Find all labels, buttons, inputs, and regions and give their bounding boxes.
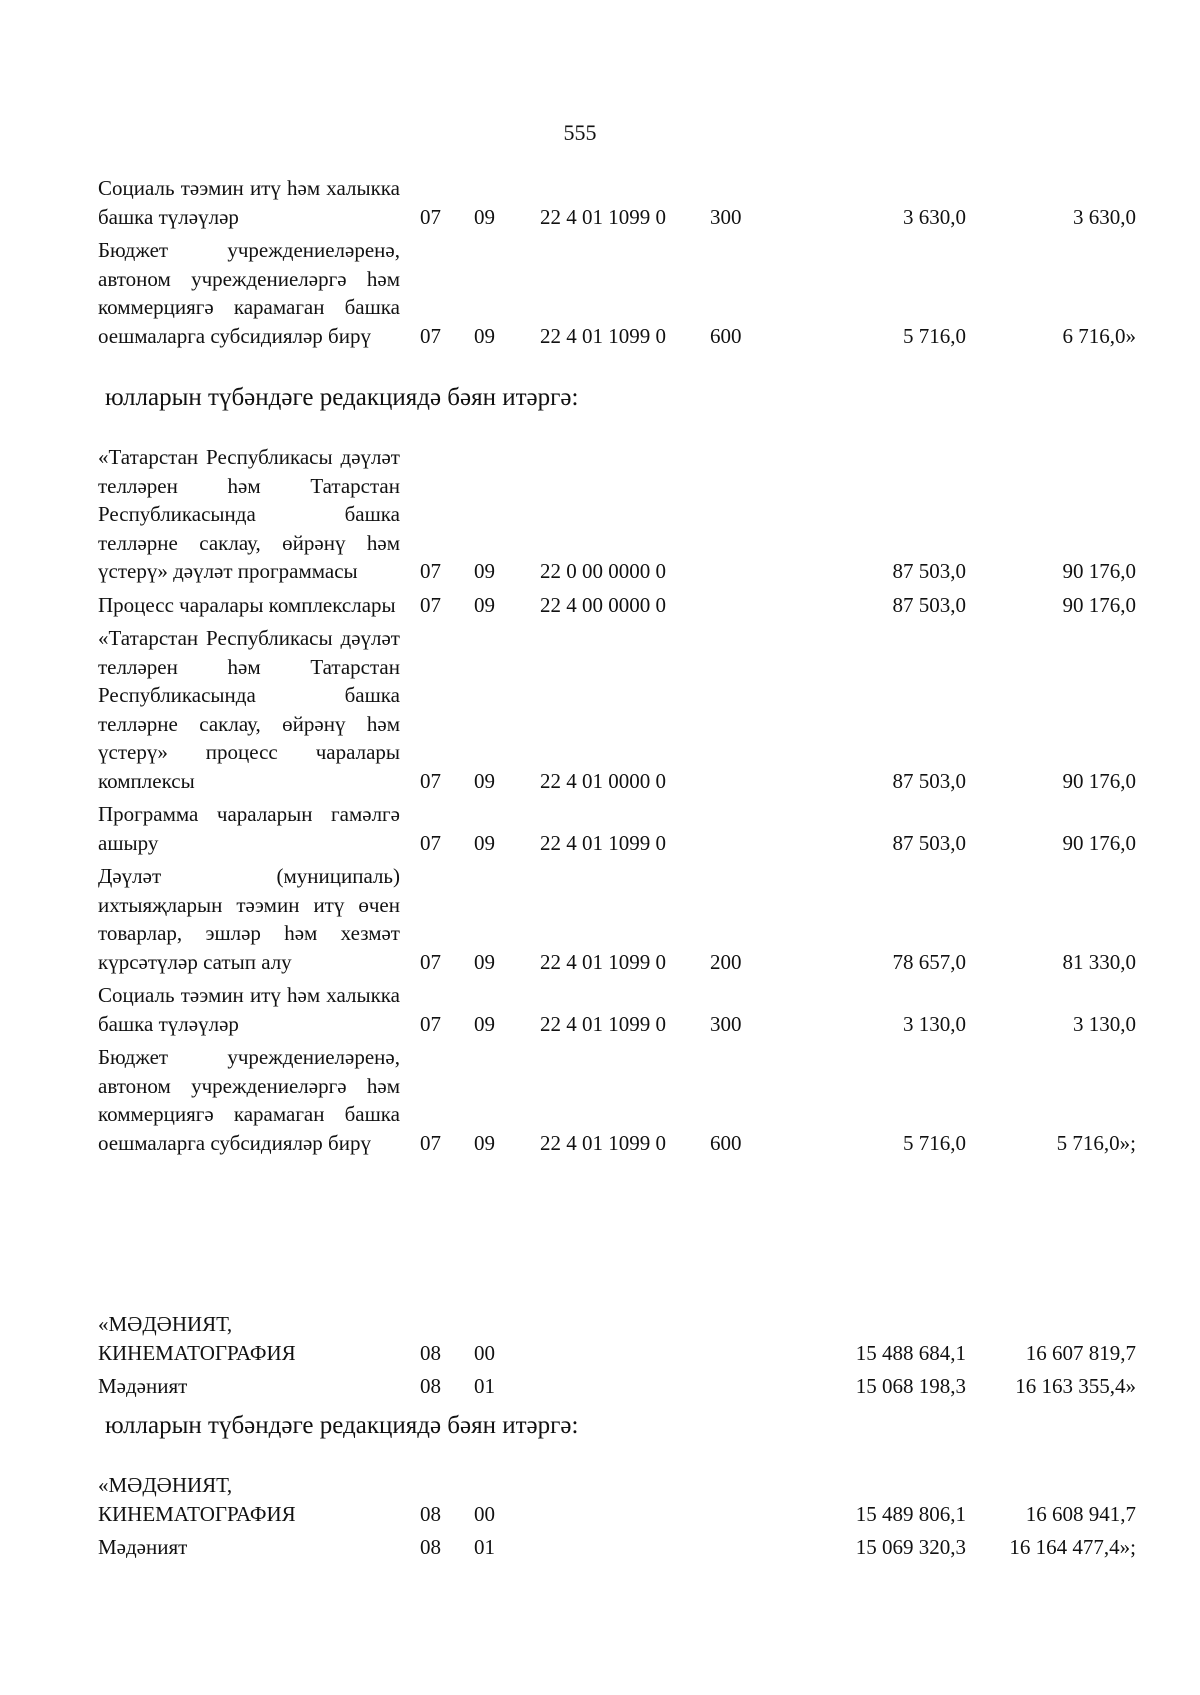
expense-type-code <box>710 1372 770 1406</box>
row-name: Социаль тәэмин итү һәм халыкка башка түләүләр <box>98 983 400 1036</box>
amount-year-1: 15 489 806,1 <box>855 1501 966 1526</box>
amount-year-2: 16 608 941,7 <box>1025 1501 1136 1526</box>
row-name: Социаль тәэмин итү һәм халыкка башка түләүләр <box>98 176 400 229</box>
amount-year-1: 87 503,0 <box>892 592 966 617</box>
row-name: Программа чараларын гамәлгә ашыру <box>98 802 400 855</box>
amount-year-2: 81 330,0 <box>1062 949 1136 974</box>
table-row <box>98 1310 1136 1372</box>
row-name: «Татарстан Республикасы дәүләт телләрен һәм Татарстан Республикасында башка телләрне саклау, өйрәнү һәм үстерү» процесс чаралары комплексы <box>98 626 400 793</box>
expense-type-code: 300 <box>710 1011 742 1036</box>
table-row <box>98 591 1136 625</box>
section-code: 07 <box>420 830 441 855</box>
target-article-code: 22 4 01 1099 0 <box>540 323 666 348</box>
subsection-code: 01 <box>474 1374 495 1398</box>
budget-table-3 <box>98 1310 1136 1406</box>
table-row <box>98 1372 1136 1406</box>
target-article-code <box>540 1533 710 1567</box>
budget-table-2 <box>98 443 1136 1162</box>
section-code: 08 <box>420 1374 441 1398</box>
target-article-code <box>540 1471 710 1533</box>
section-code: 08 <box>420 1340 441 1365</box>
instruction-text: юлларын түбәндәге редакциядә бәян итәргә: <box>105 384 579 411</box>
subsection-code: 09 <box>474 592 495 617</box>
target-article-code <box>540 1372 710 1406</box>
subsection-code: 09 <box>474 830 495 855</box>
table-row <box>98 1471 1136 1533</box>
table-row <box>98 236 1136 355</box>
expense-type-code: 600 <box>710 1130 742 1155</box>
target-article-code: 22 4 01 1099 0 <box>540 830 666 855</box>
row-name: Процесс чаралары комплекслары <box>98 592 396 617</box>
expense-type-code: 300 <box>710 204 742 229</box>
section-code: 07 <box>420 592 441 617</box>
table-row <box>98 1533 1136 1567</box>
table-row <box>98 624 1136 800</box>
subsection-code: 09 <box>474 768 495 793</box>
budget-table-4 <box>98 1471 1136 1567</box>
row-name: «Татарстан Республикасы дәүләт телләрен һәм Татарстан Республикасында башка телләрне саклау, өйрәнү һәм үстерү» дәүләт программасы <box>98 445 400 583</box>
amount-year-2: 3 630,0 <box>1073 204 1136 229</box>
target-article-code: 22 4 00 0000 0 <box>540 592 666 617</box>
section-code: 07 <box>420 1130 441 1155</box>
row-name: «МӘДӘНИЯТ, КИНЕМАТОГРАФИЯ <box>98 1473 296 1526</box>
section-code: 07 <box>420 559 441 583</box>
page-number: 555 <box>563 120 597 145</box>
expense-type-code: 200 <box>710 949 742 974</box>
expense-type-code <box>710 624 770 800</box>
row-name: «МӘДӘНИЯТ, КИНЕМАТОГРАФИЯ <box>98 1312 296 1365</box>
subsection-code: 00 <box>474 1501 495 1526</box>
expense-type-code <box>710 1471 770 1533</box>
amount-year-1: 78 657,0 <box>892 949 966 974</box>
expense-type-code <box>710 1533 770 1567</box>
amount-year-2: 90 176,0 <box>1062 559 1136 583</box>
target-article-code: 22 4 01 1099 0 <box>540 1130 666 1155</box>
subsection-code: 09 <box>474 204 495 229</box>
subsection-code: 01 <box>474 1535 495 1559</box>
expense-type-code: 600 <box>710 323 742 348</box>
target-article-code: 22 4 01 1099 0 <box>540 1011 666 1036</box>
section-code: 08 <box>420 1501 441 1526</box>
amount-year-1: 15 069 320,3 <box>855 1535 966 1559</box>
section-code: 07 <box>420 323 441 348</box>
table-row <box>98 800 1136 862</box>
amount-year-2: 90 176,0 <box>1062 768 1136 793</box>
subsection-code: 09 <box>474 559 495 583</box>
section-code: 07 <box>420 1011 441 1036</box>
table-row <box>98 174 1136 236</box>
section-code: 07 <box>420 768 441 793</box>
amount-year-1: 3 130,0 <box>903 1011 966 1036</box>
amount-year-2: 3 130,0 <box>1073 1011 1136 1036</box>
amount-year-1: 87 503,0 <box>892 830 966 855</box>
expense-type-code <box>710 443 770 591</box>
subsection-code: 09 <box>474 949 495 974</box>
target-article-code <box>540 1310 710 1372</box>
amount-year-2: 90 176,0 <box>1062 592 1136 617</box>
table-row <box>98 981 1136 1043</box>
amount-year-1: 5 716,0 <box>903 323 966 348</box>
amount-year-2: 16 607 819,7 <box>1025 1340 1136 1365</box>
amount-year-2: 5 716,0»; <box>1056 1130 1136 1155</box>
budget-table-1 <box>98 174 1136 355</box>
amount-year-1: 87 503,0 <box>892 559 966 583</box>
row-name: Дәүләт (муниципаль) ихтыяҗларын тәэмин итү өчен товарлар, эшләр һәм хезмәт күрсәтүләр сатып алу <box>98 864 400 974</box>
instruction-text: юлларын түбәндәге редакциядә бәян итәргә: <box>105 1412 579 1439</box>
section-code: 07 <box>420 949 441 974</box>
amount-year-1: 3 630,0 <box>903 204 966 229</box>
subsection-code: 00 <box>474 1340 495 1365</box>
table-row <box>98 862 1136 981</box>
row-name: Мәдәният <box>98 1535 188 1559</box>
amount-year-2: 6 716,0» <box>1062 323 1136 348</box>
amount-year-2: 90 176,0 <box>1062 830 1136 855</box>
target-article-code: 22 4 01 1099 0 <box>540 949 666 974</box>
target-article-code: 22 0 00 0000 0 <box>540 559 666 583</box>
table-row <box>98 443 1136 591</box>
target-article-code: 22 4 01 1099 0 <box>540 204 666 229</box>
section-code: 08 <box>420 1535 441 1559</box>
subsection-code: 09 <box>474 1130 495 1155</box>
expense-type-code <box>710 800 770 862</box>
section-code: 07 <box>420 204 441 229</box>
target-article-code: 22 4 01 0000 0 <box>540 768 666 793</box>
amount-year-1: 15 068 198,3 <box>855 1374 966 1398</box>
amount-year-1: 87 503,0 <box>892 768 966 793</box>
amount-year-1: 5 716,0 <box>903 1130 966 1155</box>
amount-year-2: 16 164 477,4»; <box>1009 1535 1136 1559</box>
expense-type-code <box>710 591 770 625</box>
table-row <box>98 1043 1136 1162</box>
row-name: Мәдәният <box>98 1374 188 1398</box>
amount-year-2: 16 163 355,4» <box>1015 1374 1136 1398</box>
row-name: Бюджет учреждениеләренә, автоном учреждениеләргә һәм коммерциягә карамаган башка оешмаларга субсидияләр бирү <box>98 238 400 348</box>
subsection-code: 09 <box>474 1011 495 1036</box>
expense-type-code <box>710 1310 770 1372</box>
subsection-code: 09 <box>474 323 495 348</box>
amount-year-1: 15 488 684,1 <box>855 1340 966 1365</box>
row-name: Бюджет учреждениеләренә, автоном учреждениеләргә һәм коммерциягә карамаган башка оешмаларга субсидияләр бирү <box>98 1045 400 1155</box>
